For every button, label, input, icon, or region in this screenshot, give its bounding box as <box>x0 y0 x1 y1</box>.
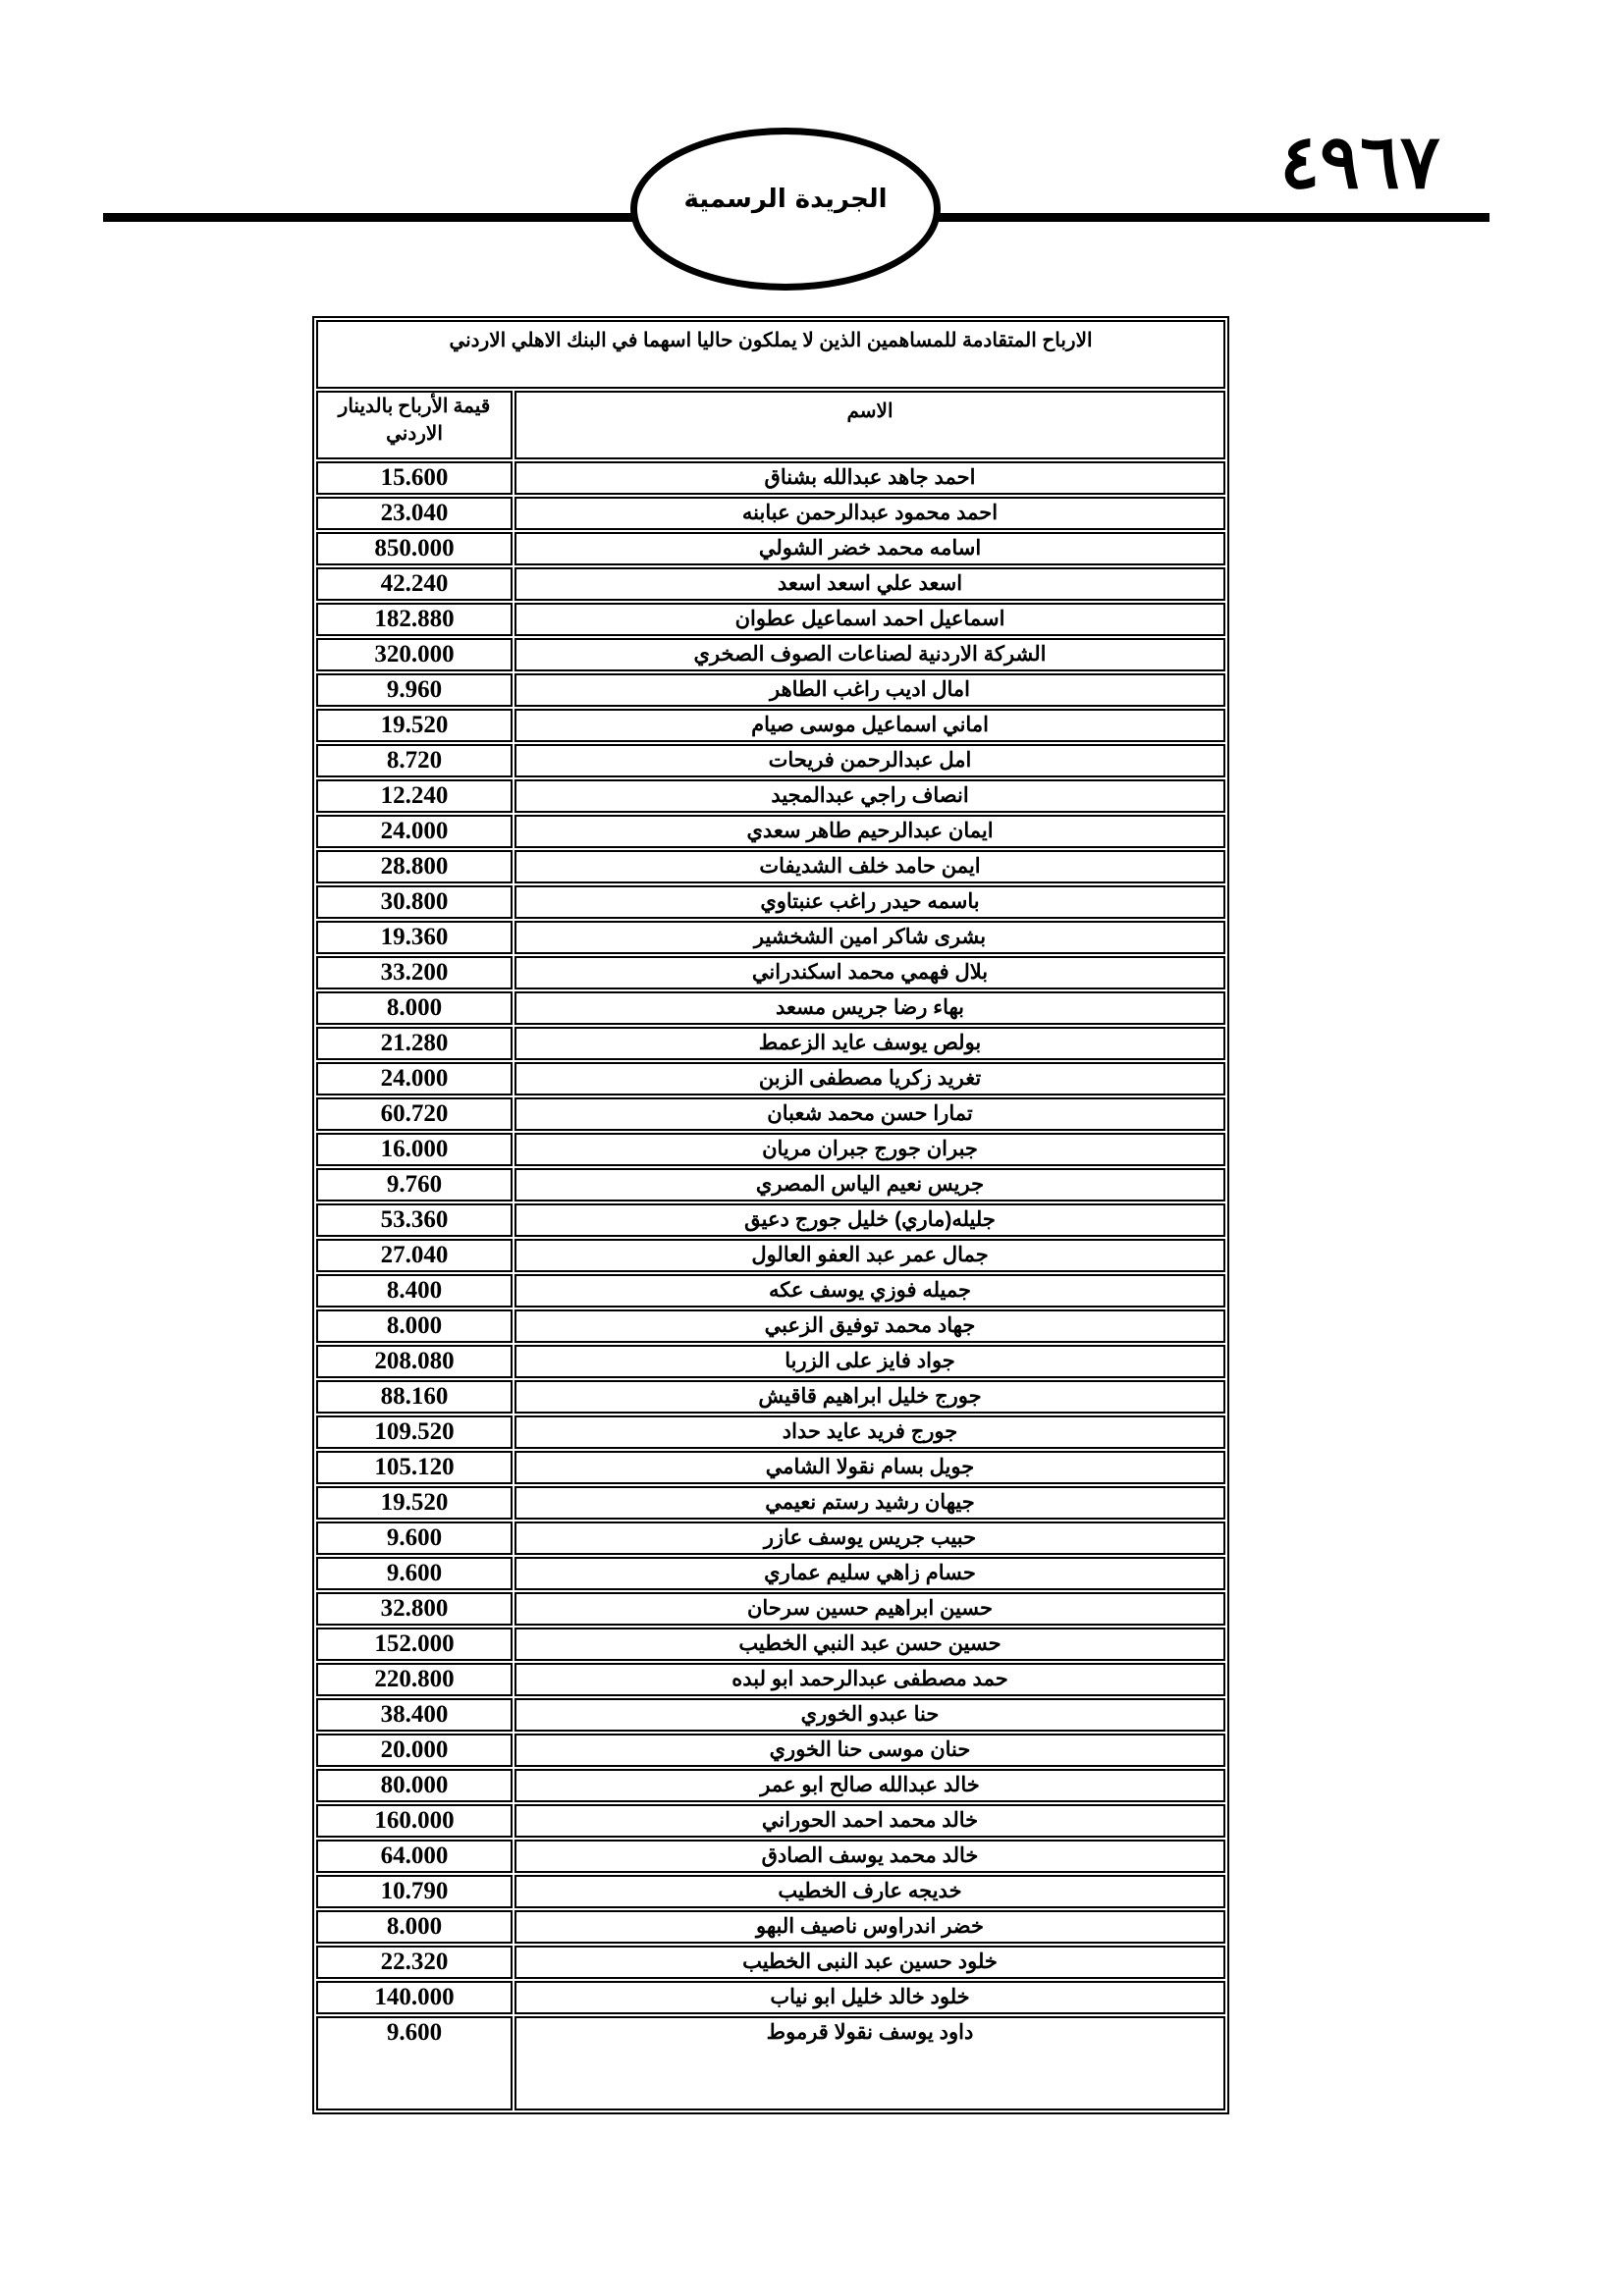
dividend-value: 64.000 <box>316 1840 513 1873</box>
dividend-value: 8.000 <box>316 1309 513 1343</box>
shareholder-name: داود يوسف نقولا قرموط <box>514 2016 1225 2110</box>
shareholder-name: جميله فوزي يوسف عكه <box>514 1274 1225 1308</box>
table-row <box>316 603 1225 636</box>
table-row <box>316 956 1225 989</box>
dividend-value: 27.040 <box>316 1239 513 1272</box>
dividend-value: 22.320 <box>316 1946 513 1979</box>
table-row <box>316 461 1225 495</box>
dividend-value: 33.200 <box>316 956 513 989</box>
shareholder-name: جليله(ماري) خليل جورج دعيق <box>514 1203 1225 1237</box>
dividend-value: 109.520 <box>316 1415 513 1449</box>
table-row <box>316 1345 1225 1378</box>
table-row <box>316 1027 1225 1060</box>
dividend-value: 23.040 <box>316 497 513 530</box>
table-row <box>316 744 1225 777</box>
shareholder-name: احمد محمود عبدالرحمن عبابنه <box>514 497 1225 530</box>
shareholder-name: خضر اندراوس ناصيف البهو <box>514 1910 1225 1944</box>
table-row <box>316 567 1225 601</box>
table-row <box>316 1875 1225 1908</box>
table-row <box>316 1133 1225 1166</box>
table-row <box>316 815 1225 848</box>
shareholder-name: جهاد محمد توفيق الزعبي <box>514 1309 1225 1343</box>
table-row <box>316 1663 1225 1696</box>
table-title-row <box>316 320 1225 389</box>
dividend-value: 32.800 <box>316 1592 513 1626</box>
shareholder-name: جورج خليل ابراهيم قاقيش <box>514 1380 1225 1414</box>
dividend-value: 19.360 <box>316 921 513 954</box>
shareholder-name: تغريد زكريا مصطفى الزبن <box>514 1062 1225 1095</box>
dividend-value: 42.240 <box>316 567 513 601</box>
dividend-value: 30.800 <box>316 885 513 919</box>
shareholder-name: جورج فريد عايد حداد <box>514 1415 1225 1449</box>
dividend-value: 24.000 <box>316 815 513 848</box>
dividend-value: 160.000 <box>316 1804 513 1838</box>
dividend-value: 9.760 <box>316 1168 513 1201</box>
table-row <box>316 779 1225 813</box>
masthead-title: الجريدة الرسمية <box>683 185 888 214</box>
table-row <box>316 532 1225 565</box>
dividend-value: 80.000 <box>316 1769 513 1802</box>
shareholder-name: اسامه محمد خضر الشولي <box>514 532 1225 565</box>
shareholder-name: بشرى شاكر امين الشخشير <box>514 921 1225 954</box>
table-row <box>316 1734 1225 1767</box>
shareholder-name: اسماعيل احمد اسماعيل عطوان <box>514 603 1225 636</box>
dividend-value: 140.000 <box>316 1981 513 2014</box>
dividend-value: 10.790 <box>316 1875 513 1908</box>
shareholder-name: خالد محمد يوسف الصادق <box>514 1840 1225 1873</box>
shareholder-name: ايمان عبدالرحيم طاهر سعدي <box>514 815 1225 848</box>
dividend-value: 19.520 <box>316 1486 513 1520</box>
table-row <box>316 850 1225 883</box>
table-row <box>316 1698 1225 1732</box>
table-row <box>316 1557 1225 1590</box>
table-row <box>316 1239 1225 1272</box>
table-row <box>316 1840 1225 1873</box>
table-row <box>316 2016 1225 2110</box>
shareholder-name: جمال عمر عبد العفو العالول <box>514 1239 1225 1272</box>
dividend-value: 152.000 <box>316 1628 513 1661</box>
dividend-value: 105.120 <box>316 1451 513 1484</box>
shareholder-name: خلود حسين عبد النبى الخطيب <box>514 1946 1225 1979</box>
shareholder-name: خالد عبدالله صالح ابو عمر <box>514 1769 1225 1802</box>
table-row <box>316 1380 1225 1414</box>
shareholder-name: انصاف راجي عبدالمجيد <box>514 779 1225 813</box>
shareholder-name: حمد مصطفى عبدالرحمد ابو لبده <box>514 1663 1225 1696</box>
shareholder-name: حسين ابراهيم حسين سرحان <box>514 1592 1225 1626</box>
shareholder-name: جريس نعيم الياس المصري <box>514 1168 1225 1201</box>
table-header-row <box>316 391 1225 459</box>
table-row <box>316 497 1225 530</box>
shareholder-name: خديجه عارف الخطيب <box>514 1875 1225 1908</box>
table-row <box>316 1309 1225 1343</box>
dividend-value: 88.160 <box>316 1380 513 1414</box>
shareholder-name: اسعد علي اسعد اسعد <box>514 567 1225 601</box>
shareholder-name: خالد محمد احمد الحوراني <box>514 1804 1225 1838</box>
shareholder-name: بهاء رضا جريس مسعد <box>514 991 1225 1025</box>
dividend-value: 8.400 <box>316 1274 513 1308</box>
dividend-value: 16.000 <box>316 1133 513 1166</box>
shareholder-name: حنا عبدو الخوري <box>514 1698 1225 1732</box>
table-row <box>316 1097 1225 1131</box>
header-name: الاسم <box>514 391 1225 459</box>
table-row <box>316 991 1225 1025</box>
dividends-table <box>312 316 1229 2114</box>
dividend-value: 9.960 <box>316 673 513 707</box>
shareholder-name: جيهان رشيد رستم نعيمي <box>514 1486 1225 1520</box>
shareholder-name: بولص يوسف عايد الزعمط <box>514 1027 1225 1060</box>
dividend-value: 208.080 <box>316 1345 513 1378</box>
table-row <box>316 921 1225 954</box>
dividend-value: 320.000 <box>316 638 513 671</box>
header-value: قيمة الأرباح بالدينار الاردني <box>316 391 513 459</box>
shareholder-name: جبران جورج جبران مريان <box>514 1133 1225 1166</box>
dividend-value: 8.000 <box>316 991 513 1025</box>
shareholder-name: الشركة الاردنية لصناعات الصوف الصخري <box>514 638 1225 671</box>
shareholder-name: حسام زاهي سليم عماري <box>514 1557 1225 1590</box>
table-row <box>316 1062 1225 1095</box>
dividend-value: 19.520 <box>316 709 513 742</box>
page-number: ٤٩٦٧ <box>1279 118 1440 205</box>
dividend-value: 20.000 <box>316 1734 513 1767</box>
table-row <box>316 1168 1225 1201</box>
shareholder-name: امال اديب راغب الطاهر <box>514 673 1225 707</box>
dividend-value: 15.600 <box>316 461 513 495</box>
dividend-value: 21.280 <box>316 1027 513 1060</box>
dividend-value: 9.600 <box>316 1557 513 1590</box>
shareholder-name: باسمه حيدر راغب عنبتاوي <box>514 885 1225 919</box>
dividend-value: 8.720 <box>316 744 513 777</box>
table-row <box>316 638 1225 671</box>
table-row <box>316 1804 1225 1838</box>
table-row <box>316 1274 1225 1308</box>
table-row <box>316 1981 1225 2014</box>
shareholder-name: جواد فايز على الزربا <box>514 1345 1225 1378</box>
table-row <box>316 1522 1225 1555</box>
shareholder-name: اماني اسماعيل موسى صيام <box>514 709 1225 742</box>
shareholder-name: احمد جاهد عبدالله بشناق <box>514 461 1225 495</box>
table-title: الارباح المتقادمة للمساهمين الذين لا يملكون حاليا اسهما في البنك الاهلي الاردني <box>316 320 1225 389</box>
table-row <box>316 1946 1225 1979</box>
table-row <box>316 1769 1225 1802</box>
table-row <box>316 1910 1225 1944</box>
dividend-value: 28.800 <box>316 850 513 883</box>
table-row <box>316 709 1225 742</box>
dividend-value: 182.880 <box>316 603 513 636</box>
dividend-value: 24.000 <box>316 1062 513 1095</box>
table-row <box>316 885 1225 919</box>
shareholder-name: امل عبدالرحمن فريحات <box>514 744 1225 777</box>
dividend-value: 9.600 <box>316 1522 513 1555</box>
masthead-oval <box>630 128 941 291</box>
table-row <box>316 1451 1225 1484</box>
dividend-value: 9.600 <box>316 2016 513 2110</box>
table-row <box>316 1415 1225 1449</box>
table-row <box>316 1628 1225 1661</box>
dividend-value: 53.360 <box>316 1203 513 1237</box>
shareholder-name: حنان موسى حنا الخوري <box>514 1734 1225 1767</box>
shareholder-name: تمارا حسن محمد شعبان <box>514 1097 1225 1131</box>
shareholder-name: جويل بسام نقولا الشامي <box>514 1451 1225 1484</box>
shareholder-name: خلود خالد خليل ابو نياب <box>514 1981 1225 2014</box>
dividend-value: 8.000 <box>316 1910 513 1944</box>
dividend-value: 220.800 <box>316 1663 513 1696</box>
shareholder-name: حبيب جريس يوسف عازر <box>514 1522 1225 1555</box>
shareholder-name: ايمن حامد خلف الشديفات <box>514 850 1225 883</box>
dividend-value: 60.720 <box>316 1097 513 1131</box>
dividend-value: 12.240 <box>316 779 513 813</box>
table-row <box>316 1486 1225 1520</box>
table-row <box>316 1592 1225 1626</box>
shareholder-name: بلال فهمي محمد اسكندراني <box>514 956 1225 989</box>
dividend-value: 38.400 <box>316 1698 513 1732</box>
dividend-value: 850.000 <box>316 532 513 565</box>
table-row <box>316 673 1225 707</box>
table-row <box>316 1203 1225 1237</box>
shareholder-name: حسين حسن عبد النبي الخطيب <box>514 1628 1225 1661</box>
